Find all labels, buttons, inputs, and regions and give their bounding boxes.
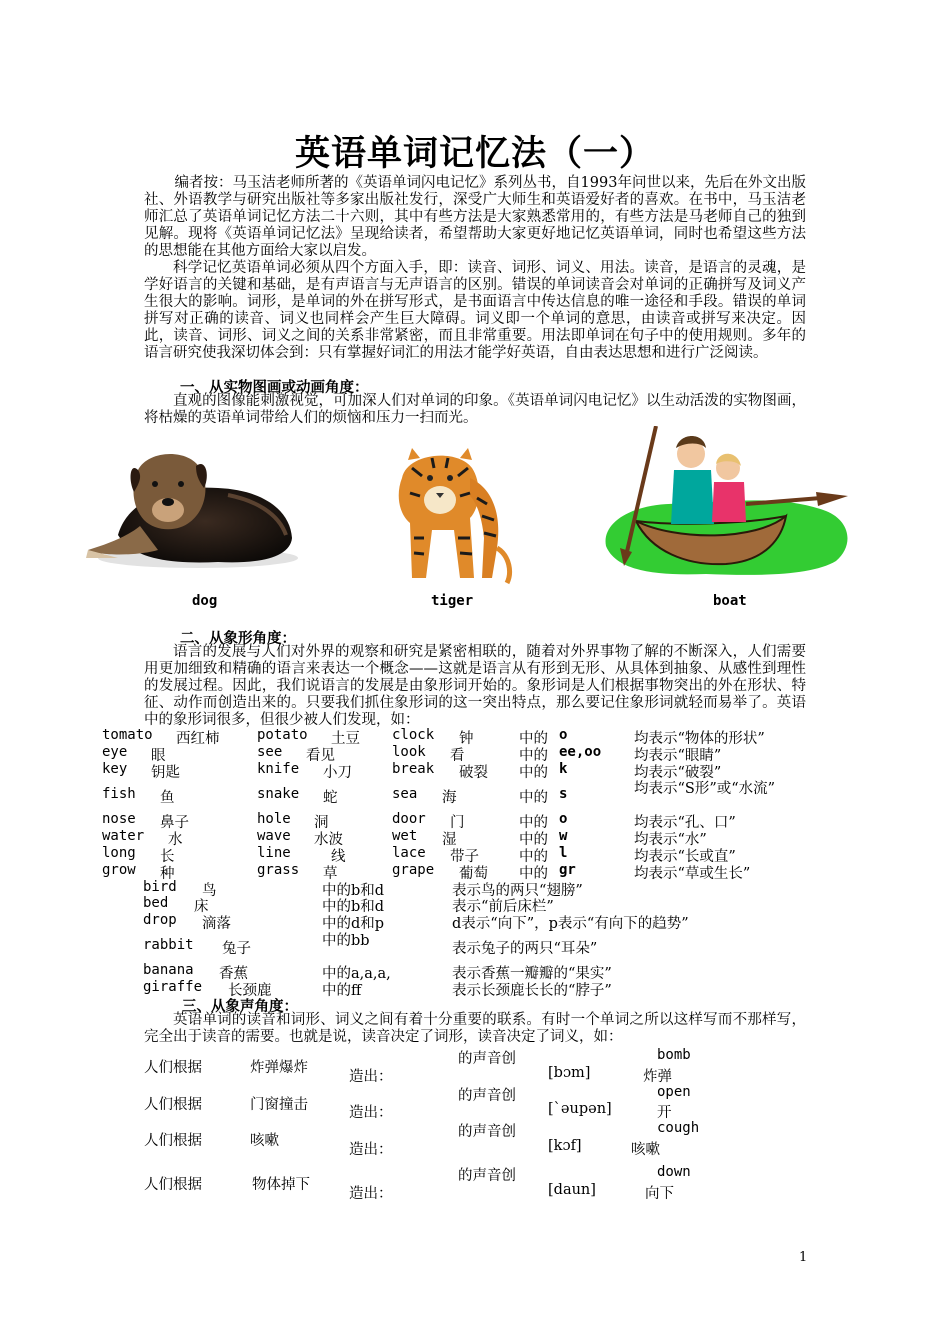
row-ipa: [daun] — [548, 1182, 596, 1198]
section1-text: 直观的图像能刺激视觉，可加深人们对单词的印象。《英语单词闪电记忆》以生动活泼的实物图画，将枯燥的英语单词带给人们的烦恼和压力一扫而光。 — [144, 393, 806, 426]
word-cn: 蛇 — [323, 790, 338, 806]
mid-text: 中的 — [519, 731, 548, 747]
word-en: door — [392, 811, 426, 827]
word-cn: 土豆 — [331, 731, 360, 747]
word-cn: 种 — [160, 866, 175, 882]
word-en: long — [102, 845, 136, 861]
note: d表示“向下”，p表示“有向下的趋势” — [452, 916, 689, 932]
word-en: look — [392, 744, 426, 760]
section3-text: 英语单词的读音和词形、词义之间有着十分重要的联系。有时一个单词之所以这样写而不那样写，完全出于读音的需要。也就是说，读音决定了词形，读音决定了词义，如： — [144, 1012, 806, 1045]
main-paragraph: 科学记忆英语单词必须从四个方面入手，即：读音、词形、词义、用法。读音，是语言的灵魂，是学好语言的关键和基础，是有声语言与无声语言的区别。错误的单词读音会对单词的正确拼写及词义产生很大的影响。词形，是单词的外在拼写形式，是书面语言中传达信息的唯一途径和手段。错误的单词拼写对正确的读音、词义也同样会产生巨大障碍。词义即一个单词的意思，由读音或拼写来决定。因此，读音、词形、词义之间的关系非常紧密，而且非常重要。用法即单词在句子中的使用规则。多年的语言研究使我深切体会到：只有掌握好词汇的用法才能学好英语，自由表达思想和进行广泛阅读。 — [144, 260, 806, 361]
row-made: 造出： — [349, 1142, 393, 1158]
mid-text: 中的 — [519, 849, 548, 865]
row-source: 炸弹爆炸 — [250, 1060, 308, 1076]
word-cn: 滴落 — [202, 916, 231, 932]
row-ipa: [ˋəupən] — [548, 1101, 612, 1117]
row-word: open — [657, 1084, 691, 1100]
dog-illustration — [78, 440, 298, 570]
mid-text: 中的 — [519, 832, 548, 848]
row-source: 门窗撞击 — [250, 1097, 308, 1113]
word-cn: 看 — [450, 748, 465, 764]
note: 表示香蕉一瓣瓣的“果实” — [452, 966, 612, 982]
note: 表示兔子的两只“耳朵” — [452, 941, 598, 957]
row-word: bomb — [657, 1047, 691, 1063]
word-en: nose — [102, 811, 136, 827]
word-en: water — [102, 828, 145, 844]
row-ipa: [bɔm] — [548, 1065, 591, 1081]
row-source: 咳嗽 — [250, 1133, 279, 1149]
mid-text: 中的bb — [322, 933, 370, 949]
row-cn: 咳嗽 — [631, 1142, 660, 1158]
word-en: hole — [257, 811, 291, 827]
note: 均表示“草或生长” — [634, 866, 751, 882]
mid-text: 中的b和d — [322, 883, 385, 899]
row-lead: 人们根据 — [144, 1177, 202, 1193]
word-cn: 鸟 — [202, 883, 217, 899]
row-lead: 人们根据 — [144, 1060, 202, 1076]
section2-heading: 二、从象形角度： — [180, 630, 296, 647]
note: 均表示“物体的形状” — [634, 731, 765, 747]
intro-paragraph — [144, 175, 806, 362]
word-en: bird — [143, 879, 177, 895]
word-cn: 鼻子 — [160, 815, 189, 831]
word-en: tomato — [102, 727, 153, 743]
word-cn: 长 — [160, 849, 175, 865]
caption-boat: boat — [713, 593, 747, 609]
word-cn: 破裂 — [459, 765, 488, 781]
word-en: bed — [143, 895, 169, 911]
word-cn: 香蕉 — [219, 966, 248, 982]
row-mid: 的声音创 — [458, 1124, 516, 1140]
page-number: 1 — [799, 1250, 808, 1265]
letters: o — [559, 811, 568, 827]
word-en: fish — [102, 786, 136, 802]
letters: w — [559, 828, 568, 844]
word-cn: 长颈鹿 — [228, 983, 272, 999]
word-en: key — [102, 761, 128, 777]
note: 均表示“长或直” — [634, 849, 736, 865]
row-mid: 的声音创 — [458, 1168, 516, 1184]
letters: gr — [559, 862, 576, 878]
word-en: grape — [392, 862, 435, 878]
word-cn: 海 — [442, 790, 457, 806]
note: 均表示“水” — [634, 832, 707, 848]
word-cn: 鱼 — [160, 790, 175, 806]
caption-tiger: tiger — [431, 593, 474, 609]
word-en: see — [257, 744, 283, 760]
section3-heading: 三、从象声角度： — [182, 998, 298, 1015]
row-ipa: [kɔf] — [548, 1138, 582, 1154]
row-cn: 炸弹 — [643, 1069, 672, 1085]
mid-text: 中的 — [519, 765, 548, 781]
note: 表示鸟的两只“翅膀” — [452, 883, 583, 899]
word-en: giraffe — [143, 979, 203, 995]
word-en: rabbit — [143, 937, 194, 953]
letters: ee,oo — [559, 744, 602, 760]
letters: k — [559, 761, 568, 777]
word-en: line — [257, 845, 291, 861]
word-en: potato — [257, 727, 308, 743]
word-cn: 床 — [194, 899, 209, 915]
note: 均表示“破裂” — [634, 765, 722, 781]
boat-illustration — [596, 426, 856, 586]
section1-body — [144, 393, 806, 427]
word-cn: 线 — [331, 849, 346, 865]
mid-text: 中的 — [519, 815, 548, 831]
word-cn: 带子 — [450, 849, 479, 865]
word-en: wet — [392, 828, 418, 844]
letters: l — [559, 845, 568, 861]
word-en: grow — [102, 862, 136, 878]
word-cn: 草 — [323, 866, 338, 882]
row-word: cough — [657, 1120, 700, 1136]
word-en: banana — [143, 962, 194, 978]
word-en: lace — [392, 845, 426, 861]
mid-text: 中的ff — [322, 983, 362, 999]
mid-text: 中的 — [519, 866, 548, 882]
word-cn: 看见 — [306, 748, 335, 764]
word-cn: 钥匙 — [151, 765, 180, 781]
caption-dog: dog — [192, 593, 218, 609]
row-made: 造出： — [349, 1105, 393, 1121]
section2-text: 语言的发展与人们对外界的观察和研究是紧密相联的，随着对外界事物了解的不断深入，人们需要用更加细致和精确的语言来表达一个概念——这就是语言从有形到无形、从具体到抽象、从感性到理性的发展过程。因此，我们说语言的发展是由象形词开始的。象形词是人们根据事物突出的外在形状、特征、动作而创造出来的。只要我们抓住象形词的这一突出特点，那么要记住象形词就轻而易举了。英语中的象形词很多，但很少被人们发现，如： — [144, 644, 806, 728]
word-en: sea — [392, 786, 418, 802]
word-cn: 西红柿 — [176, 731, 220, 747]
section3-body — [144, 1012, 806, 1046]
row-source: 物体掉下 — [252, 1177, 310, 1193]
word-en: drop — [143, 912, 177, 928]
note: 均表示“S形”或“水流” — [634, 781, 776, 797]
tiger-illustration — [362, 438, 522, 588]
word-cn: 洞 — [314, 815, 329, 831]
intro-text: 编者按：马玉洁老师所著的《英语单词闪电记忆》系列丛书，自1993年问世以来，先后在外文出版社、外语教学与研究出版社等多家出版社发行，深受广大师生和英语爱好者的喜欢。在书中，马玉洁老师汇总了英语单词记忆方法二十六则，其中有些方法是大家熟悉常用的，有些方法是马老师自己的独到见解。现将《英语单词记忆法》呈现给读者，希望帮助大家更好地记忆英语单词，同时也希望这些方法的思想能在其他方面给大家以启发。 — [144, 175, 806, 259]
word-cn: 兔子 — [222, 941, 251, 957]
word-cn: 门 — [450, 815, 465, 831]
section2-body — [144, 644, 806, 729]
letters: s — [559, 786, 568, 802]
mid-text: 中的 — [519, 748, 548, 764]
mid-text: 中的a,a,a, — [322, 966, 391, 982]
word-en: clock — [392, 727, 435, 743]
word-en: eye — [102, 744, 128, 760]
row-lead: 人们根据 — [144, 1097, 202, 1113]
section1-heading: 一、从实物图画或动画角度： — [180, 379, 369, 396]
row-word: down — [657, 1164, 691, 1180]
note: 表示长颈鹿长长的“脖子” — [452, 983, 612, 999]
row-mid: 的声音创 — [458, 1088, 516, 1104]
row-made: 造出： — [349, 1069, 393, 1085]
note: 均表示“孔、口” — [634, 815, 736, 831]
word-cn: 钟 — [459, 731, 474, 747]
row-lead: 人们根据 — [144, 1133, 202, 1149]
mid-text: 中的b和d — [322, 899, 385, 915]
word-cn: 湿 — [442, 832, 457, 848]
letters: o — [559, 727, 568, 743]
page-title: 英语单词记忆法（一） — [294, 133, 655, 174]
row-made: 造出： — [349, 1186, 393, 1202]
word-en: wave — [257, 828, 291, 844]
word-en: break — [392, 761, 435, 777]
note: 均表示“眼睛” — [634, 748, 722, 764]
mid-text: 中的d和p — [322, 916, 385, 932]
mid-text: 中的 — [519, 790, 548, 806]
word-cn: 葡萄 — [459, 866, 488, 882]
word-en: snake — [257, 786, 300, 802]
word-cn: 水波 — [314, 832, 343, 848]
row-mid: 的声音创 — [458, 1051, 516, 1067]
word-cn: 小刀 — [323, 765, 352, 781]
word-cn: 眼 — [151, 748, 166, 764]
row-cn: 向下 — [645, 1186, 674, 1202]
word-en: knife — [257, 761, 300, 777]
row-cn: 开 — [657, 1105, 672, 1121]
word-en: grass — [257, 862, 300, 878]
word-cn: 水 — [168, 832, 183, 848]
note: 表示“前后床栏” — [452, 899, 554, 915]
